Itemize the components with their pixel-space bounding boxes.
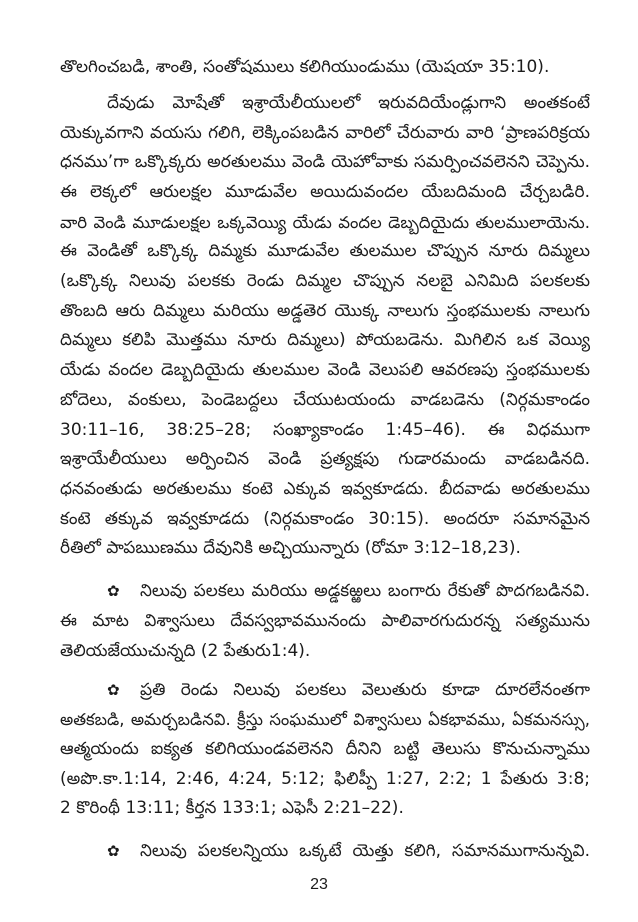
paragraph-line: వారి వెండి మూడులక్షల ఒక్కవెయ్యి యేడు వందల డెబ్బదియైదు తులములాయెను. <box>60 212 590 232</box>
paragraph-line: దేవుడు మోషేతో ఇశ్రాయేలీయులలో ఇరువదియేండ్లుగాని అంతకంటే <box>107 92 590 113</box>
paragraph-line: కంటె తక్కువ ఇవ్వకూడదు (నిర్గమకాండం 30:15). అందరూ సమానమైన <box>60 508 590 529</box>
bullet-item <box>60 577 590 666</box>
bullet-line <box>60 676 590 706</box>
paragraph-line: 30:11–16, 38:25–28; సంఖ్యాకాండం 1:45–46). ఈ విధముగా <box>60 419 590 440</box>
paragraph-line: ధనము’గా ఒక్కొక్కరు అరతులము వెండి యెహోవాకు సమర్పించవలెనని చెప్పెను. <box>60 152 590 173</box>
opening-line: తొలగించబడి, శాంతి, సంతోషములు కలిగియుండుము (యెషయా 35:10). <box>60 57 550 77</box>
paragraph-line: తొంబది ఆరు దిమ్మలు మరియు అడ్డతెర యొక్క నాలుగు స్తంభములకు నాలుగు <box>60 300 590 321</box>
bullet-item <box>60 837 590 867</box>
bullet-item <box>60 676 590 824</box>
bullet-text: నిలువు పలకలన్నియు ఒక్కటే యెత్తు కలిగి, సమానముగానున్నవి. <box>140 841 590 862</box>
paragraph-line: దిమ్మలు కలిపి మొత్తము నూరు దిమ్మలు) పోయబడెను. మిగిలిన ఒక వెయ్యి <box>60 330 590 351</box>
bullet-line <box>60 577 590 607</box>
bullet-text: నిలువు పలకలు మరియు అడ్డకఱ్ఱలు బంగారు రేకుతో పొదగబడినవి. <box>140 581 590 602</box>
body-paragraph <box>60 89 590 564</box>
paragraph-line: రీతిలో పాపఋణము దేవునికి అచ్చియున్నారు (రోమా 3:12–18,23). <box>60 538 521 559</box>
flower-bullet-icon: ✿ <box>107 680 120 699</box>
paragraph-line: (ఒక్కొక్క నిలువు పలకకు రెండు దిమ్మల చొప్పున నలబై ఎనిమిది పలకలకు <box>60 271 590 292</box>
bullet-line: తెలియజేయుచున్నది (2 పేతురు1:4). <box>60 640 311 661</box>
bullet-line: ఈ మాట విశ్వాసులు దేవస్వభావమునందు పాలివారగుదురన్న సత్యమును <box>60 610 590 631</box>
bullet-line: 2 కొరింథీ 13:11; కీర్తన 133:1; ఎఫెసీ 2:21–22). <box>60 798 404 819</box>
bullet-line: అతకబడి, అమర్చబడినవి. క్రీస్తు సంఘములో విశ్వాసులు ఏకభావము, ఏకమనస్సు, <box>60 710 590 730</box>
page-number: 23 <box>310 876 328 893</box>
flower-bullet-icon: ✿ <box>107 582 120 601</box>
bullet-line: ఆత్మయందు ఐక్యత కలిగియుండవలెనని దీనిని బట్టి తెలుసు కొనుచున్నాము <box>60 739 590 760</box>
paragraph-line: ఇశ్రాయేలీయులు అర్పించిన వెండి ప్రత్యక్షపు గుడారమందు వాడబడినది. <box>60 449 590 470</box>
paragraph-line: ధనవంతుడు అరతులము కంటె ఎక్కువ ఇవ్వకూడదు. బీదవాడు అరతులము <box>60 478 590 499</box>
paragraph-line: యేడు వందల డెబ్బదియైదు తులముల వెండి వెలుపలి ఆవరణపు స్తంభములకు <box>60 360 590 381</box>
bullet-text: ప్రతి రెండు నిలువు పలకలు వెలుతురు కూడా దూరలేనంతగా <box>140 679 590 700</box>
paragraph-line: ఈ లెక్కలో ఆరులక్షల మూడువేల అయిదువందల యేబదిమంది చేర్చబడిరి. <box>60 182 590 203</box>
paragraph-line: బోదెలు, వంకులు, పెండెబద్దలు చేయుటయందు వాడబడెను (నిర్గమకాండం <box>60 389 590 410</box>
flower-bullet-icon: ✿ <box>107 842 120 861</box>
bullet-line <box>60 837 590 867</box>
paragraph-line: ఈ వెండితో ఒక్కొక్క దిమ్మకు మూడువేల తులముల చొప్పున నూరు దిమ్మలు <box>60 241 590 262</box>
paragraph-line: యెక్కువగాని వయసు గలిగి, లెక్కింపబడిన వారిలో చేరువారు వారి ‘ప్రాణపరిక్రయ <box>60 122 590 143</box>
page-text <box>60 53 590 867</box>
bullet-line: (అపొ.కా.1:14, 2:46, 4:24, 5:12; ఫిలిప్పీ 1:27, 2:2; 1 పేతురు 3:8; <box>60 768 590 789</box>
